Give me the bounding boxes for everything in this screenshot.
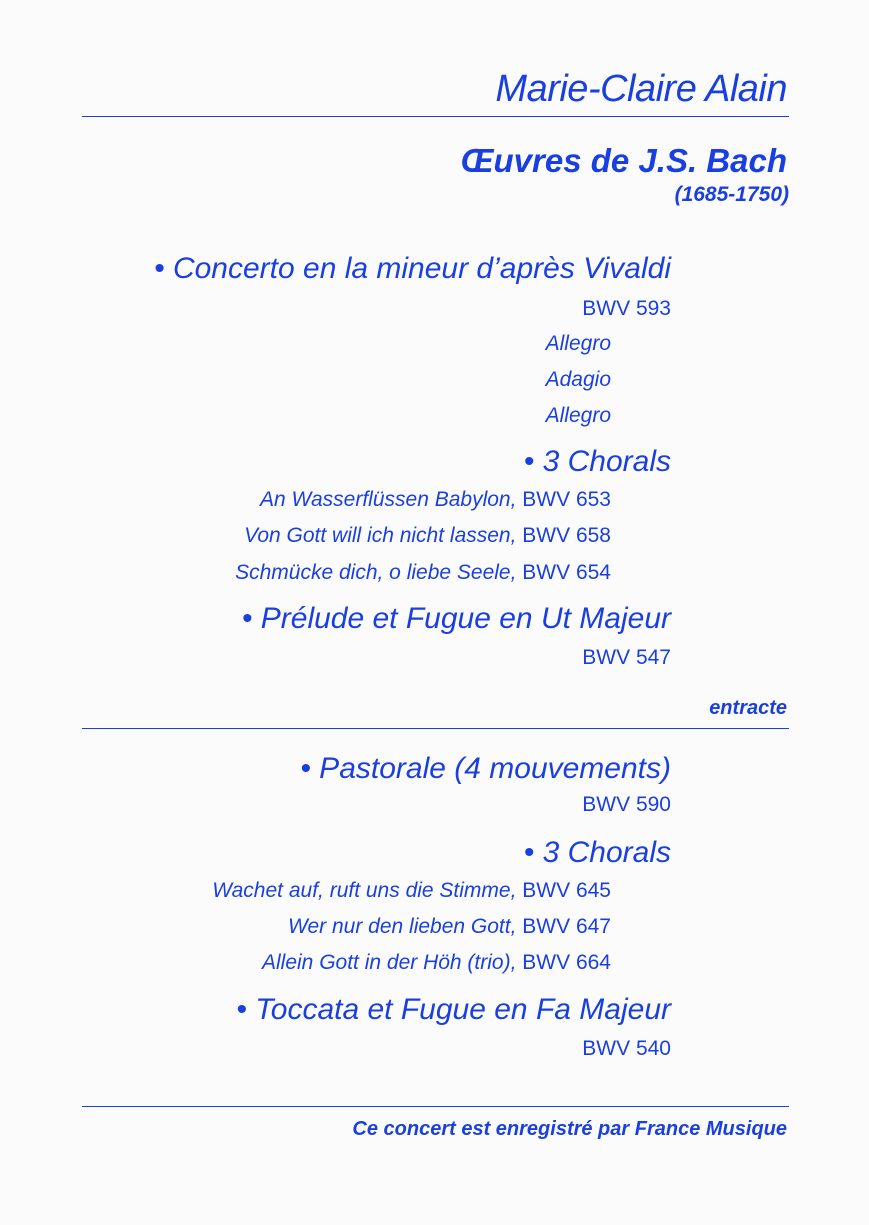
- choral-bwv: BWV 658: [522, 524, 611, 547]
- work-pastorale-bwv: BWV 590: [582, 793, 671, 816]
- intermission-label: entracte: [709, 697, 787, 719]
- composer-dates: (1685-1750): [674, 183, 789, 206]
- work-toccata-bwv: BWV 540: [582, 1037, 671, 1060]
- choral-title: Allein Gott in der Höh (trio),: [262, 951, 517, 974]
- work-concerto-title: • Concerto en la mineur d’après Vivaldi: [154, 252, 671, 285]
- work-chorals-1-title: • 3 Chorals: [523, 445, 671, 478]
- choral-bwv: BWV 645: [522, 879, 611, 902]
- intermission-rule: [82, 728, 789, 729]
- movement-2: Adagio: [545, 368, 611, 391]
- broadcast-notice: Ce concert est enregistré par France Musique: [352, 1118, 787, 1140]
- choral-title: Schmücke dich, o liebe Seele,: [235, 561, 517, 584]
- movement-3: Allegro: [545, 404, 611, 427]
- movement-1: Allegro: [545, 332, 611, 355]
- choral-bwv: BWV 654: [522, 561, 611, 584]
- choral-bwv: BWV 653: [522, 488, 611, 511]
- choral-item: [212, 879, 611, 903]
- work-toccata-title: • Toccata et Fugue en Fa Majeur: [236, 993, 671, 1026]
- choral-title: Wer nur den lieben Gott,: [288, 915, 517, 938]
- choral-item: [244, 524, 611, 548]
- choral-bwv: BWV 647: [522, 915, 611, 938]
- choral-title: Wachet auf, ruft uns die Stimme,: [212, 879, 517, 902]
- work-concerto-bwv: BWV 593: [582, 297, 671, 320]
- header-rule: [82, 116, 789, 117]
- work-pastorale-title: • Pastorale (4 mouvements): [300, 752, 671, 785]
- work-prelude-bwv: BWV 547: [582, 646, 671, 669]
- performer-name: Marie-Claire Alain: [495, 68, 787, 110]
- work-chorals-2-title: • 3 Chorals: [523, 836, 671, 869]
- program-title: Œuvres de J.S. Bach: [460, 142, 787, 179]
- choral-title: An Wasserflüssen Babylon,: [260, 488, 517, 511]
- choral-item: [235, 561, 611, 585]
- choral-bwv: BWV 664: [522, 951, 611, 974]
- choral-title: Von Gott will ich nicht lassen,: [244, 524, 517, 547]
- footer-rule: [82, 1106, 789, 1107]
- choral-item: [260, 488, 611, 512]
- work-prelude-title: • Prélude et Fugue en Ut Majeur: [241, 602, 671, 635]
- choral-item: [288, 915, 611, 939]
- choral-item: [262, 951, 611, 975]
